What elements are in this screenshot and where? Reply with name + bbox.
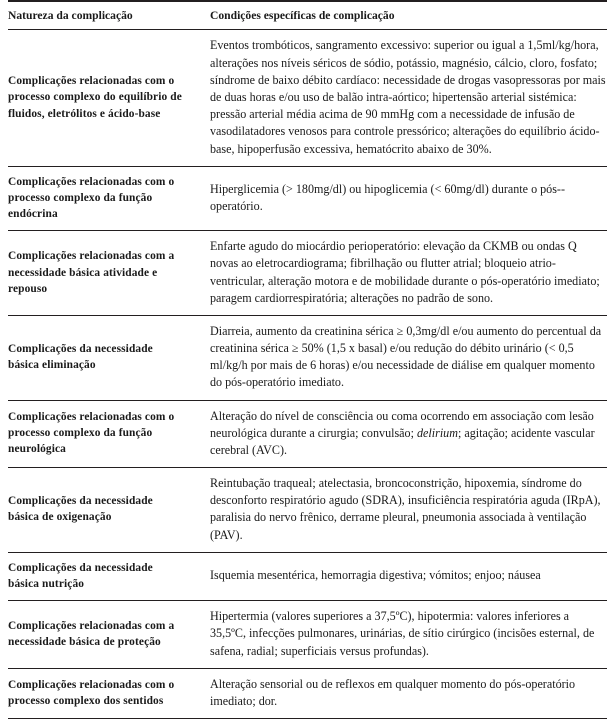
- table-row: [8, 166, 607, 231]
- cell-complication-nature: Complicações da necessidade básica de oxigenação: [8, 468, 196, 553]
- column-header-conditions: Condições específicas de complicação: [196, 1, 607, 30]
- table-row: [8, 668, 607, 718]
- table-row: [8, 601, 607, 669]
- cell-complication-nature: Complicações relacionadas com o processo complexo dos sentidos: [8, 668, 196, 718]
- table-row: [8, 315, 607, 400]
- table-body: [8, 30, 607, 719]
- table-row: [8, 30, 607, 166]
- cell-complication-nature: Complicações relacionadas com a necessidade básica de proteção: [8, 601, 196, 669]
- cell-complication-nature: Complicações relacionadas com o processo complexo da função endócrina: [8, 166, 196, 231]
- table-row: [8, 468, 607, 553]
- table-row: [8, 552, 607, 600]
- table-row: [8, 400, 607, 468]
- cell-specific-conditions: Alteração sensorial ou de reflexos em qualquer momento do pós-operatório imediato; dor.: [196, 668, 607, 718]
- cell-specific-conditions: Hipertermia (valores superiores a 37,5ºC), hipotermia: valores inferiores a 35,5ºC, infecções pulmonares, urinárias, de sítio cirúrgico (incisões esternal, de safena, radial; superficiais versus profundas).: [196, 601, 607, 669]
- cell-complication-nature: Complicações da necessidade básica nutrição: [8, 552, 196, 600]
- table-head: [8, 1, 607, 30]
- column-header-nature: Natureza da complicação: [8, 1, 196, 30]
- cell-complication-nature: Complicações relacionadas com o processo complexo do equilíbrio de fluidos, eletrólitos e ácido-base: [8, 30, 196, 166]
- complications-table: [8, 0, 607, 719]
- table-header-row: [8, 1, 607, 30]
- cell-specific-conditions: Isquemia mesentérica, hemorragia digestiva; vómitos; enjoo; náusea: [196, 552, 607, 600]
- cell-specific-conditions: Alteração do nível de consciência ou coma ocorrendo em associação com lesão neurológica durante a cirurgia; convulsão; delirium; agitação; acidente vascular cerebral (AVC).: [196, 400, 607, 468]
- cell-specific-conditions: Eventos trombóticos, sangramento excessivo: superior ou igual a 1,5ml/kg/hora, alterações nos níveis séricos de sódio, potássio, magnésio, cálcio, cloro, fosfato; síndrome de baixo débito cardíaco: necessidade de drogas vasopressoras por mais de duas horas e/ou uso de balão intra-aórtico; hipertensão arterial sistémica: pressão arterial média acima de 90 mmHg com a necessidade de infusão de vasodilatadores venosos para controle pressórico; alterações do equilíbrio ácido-base, hipoperfusão excessiva, hematócrito abaixo de 30%.: [196, 30, 607, 166]
- cell-complication-nature: Complicações relacionadas com o processo complexo da função neurológica: [8, 400, 196, 468]
- cell-complication-nature: Complicações da necessidade básica eliminação: [8, 315, 196, 400]
- cell-complication-nature: Complicações relacionadas com a necessidade básica atividade e repouso: [8, 231, 196, 316]
- table-row: [8, 231, 607, 316]
- cell-specific-conditions: Hiperglicemia (> 180mg/dl) ou hipoglicemia (< 60mg/dl) durante o pós--operatório.: [196, 166, 607, 231]
- cell-specific-conditions: Reintubação traqueal; atelectasia, broncoconstrição, hipoxemia, síndrome do desconforto respiratório agudo (SDRA), insuficiência respiratória aguda (IRpA), paralisia do nervo frênico, derrame pleural, pneumonia associada à ventilação (PAV).: [196, 468, 607, 553]
- cell-specific-conditions: Enfarte agudo do miocárdio perioperatório: elevação da CKMB ou ondas Q novas ao eletrocardiograma; fibrilhação ou flutter atrial; bloqueio atrio-ventricular, alteração motora e de mobilidade durante o pós-operatório imediato; paragem cardiorrespiratória; alterações no padrão de sono.: [196, 231, 607, 316]
- cell-specific-conditions: Diarreia, aumento da creatinina sérica ≥ 0,3mg/dl e/ou aumento do percentual da creatinina sérica ≥ 50% (1,5 x basal) e/ou redução do débito urinário (< 0,5 ml/kg/h por mais de 6 horas) e/ou necessidade de diálise em qualquer momento do pós-operatório imediato.: [196, 315, 607, 400]
